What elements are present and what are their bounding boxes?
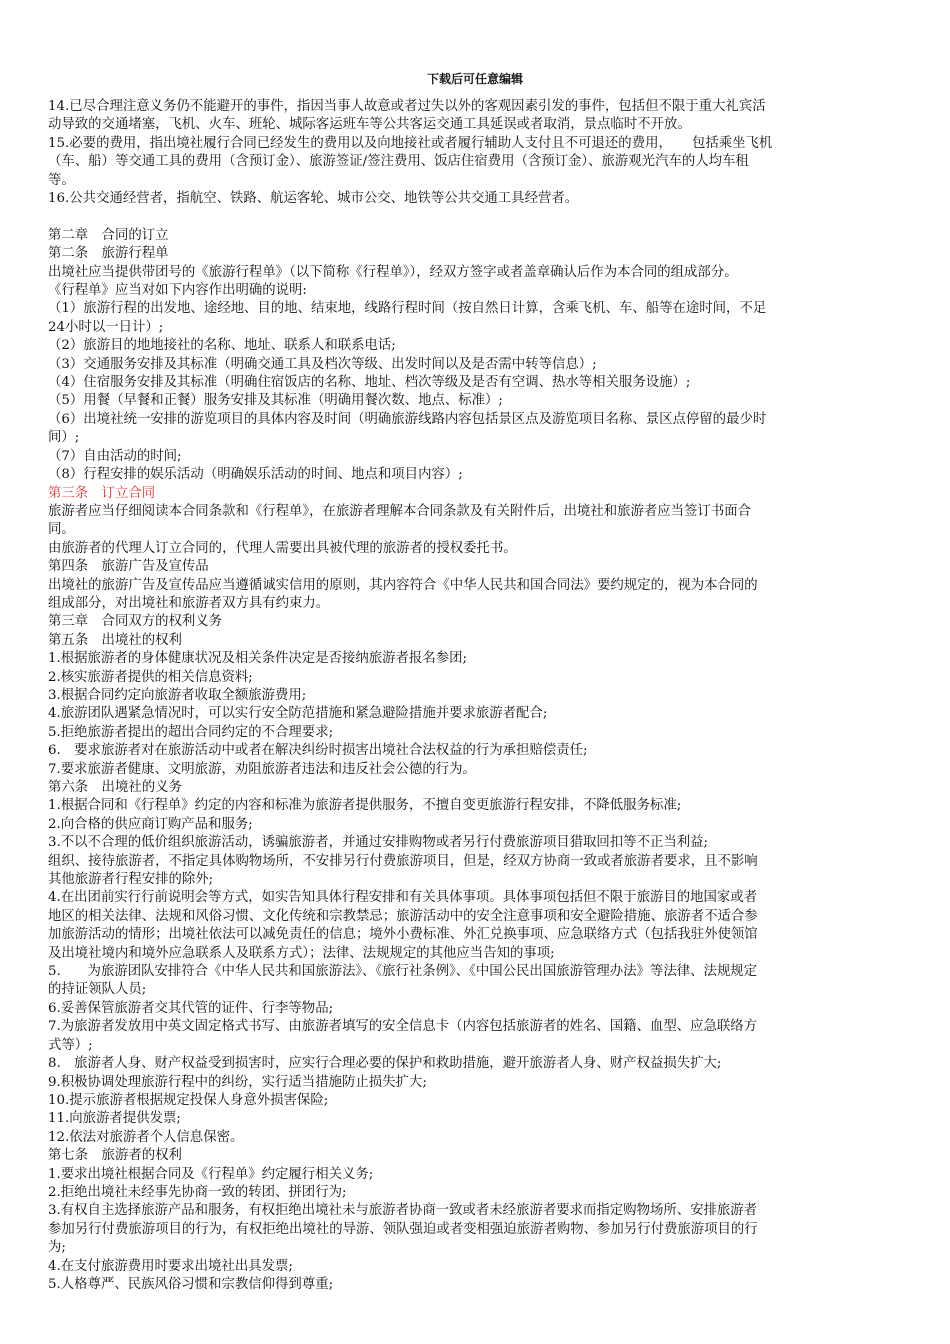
text-line: 16.公共交通经营者，指航空、铁路、航运客轮、城市公交、地铁等公共交通工具经营者。 — [48, 191, 579, 207]
text-line: 15.必要的费用，指出境社履行合同已经发生的费用以及向地接社或者履行辅助人支付且不可退还的费用， 包括乘坐飞机 — [48, 135, 773, 151]
text-line: 出境社的旅游广告及宣传品应当遵循诚实信用的原则，其内容符合《中华人民共和国合同法》要约规定的，视为本合同的 — [48, 577, 758, 593]
text-line: 14.已尽合理注意义务仍不能避开的事件，指因当事人故意或者过失以外的客观因素引发的事件，包括但不限于重大礼宾活 — [48, 99, 766, 114]
text-line: 由旅游者的代理人订立合同的，代理人需要出具被代理的旅游者的授权委托书。 — [48, 540, 517, 556]
text-line: 第五条 出境社的权利 — [48, 632, 182, 648]
text-line: 第七条 旅游者的权利 — [48, 1148, 182, 1164]
text-line: 7.为旅游者发放用中英文固定格式书写、由旅游者填写的安全信息卡（内容包括旅游者的姓名、国籍、血型、应急联络方 — [48, 1019, 758, 1035]
text-line: （1）旅游行程的出发地、途经地、目的地、结束地，线路行程时间（按自然日计算，含乘飞机、车、船等在途时间，不足 — [48, 301, 767, 317]
text-line: 第二条 旅游行程单 — [48, 246, 169, 262]
text-line: 6.妥善保管旅游者交其代管的证件、行李等物品; — [48, 1000, 334, 1016]
text-line: 2.核实旅游者提供的相关信息资料; — [48, 669, 253, 685]
text-line: 参加另行付费旅游项目的行为，有权拒绝出境社的导游、领队强迫或者变相强迫旅游者购物、参加另行付费旅游项目的行 — [48, 1221, 758, 1237]
blank-line — [48, 208, 918, 226]
text-line: 9.积极协调处理旅游行程中的纠纷，实行适当措施防止损失扩大; — [48, 1074, 427, 1090]
text-line: 8. 旅游者人身、财产权益受到损害时，应实行合理必要的保护和救助措施，避开旅游者人身、财产权益损失扩大; — [48, 1056, 722, 1072]
text-line: 的持证领队人员; — [48, 982, 147, 998]
text-line: 同。 — [48, 522, 75, 538]
text-line: （6）出境社统一安排的游览项目的具体内容及时间（明确旅游线路内容包括景区点及游览项目名称、景区点停留的最少时 — [48, 411, 767, 427]
text-line: （3）交通服务安排及其标准（明确交通工具及档次等级、出发时间以及是否需中转等信息）; — [48, 356, 597, 372]
text-line: 10.提示旅游者根据规定投保人身意外损害保险; — [48, 1092, 329, 1108]
text-line: 组成部分，对出境社和旅游者双方具有约束力。 — [48, 595, 330, 611]
document-body — [48, 98, 918, 1294]
text-line: 5.拒绝旅游者提出的超出合同约定的不合理要求; — [48, 724, 334, 740]
text-line: 11.向旅游者提供发票; — [48, 1111, 181, 1127]
text-line: 2.向合格的供应商订购产品和服务; — [48, 816, 253, 832]
text-line: 5. 为旅游团队安排符合《中华人民共和国旅游法》、《旅行社条例》、《中国公民出国旅游管理办法》等法律、法规规定 — [48, 964, 758, 980]
text-line: （8）行程安排的娱乐活动（明确娱乐活动的时间、地点和项目内容）; — [48, 467, 463, 483]
text-line: 及出境社境内和境外应急联系人及联系方式）；法律、法规规定的其他应当告知的事项; — [48, 945, 555, 961]
text-line: 第六条 出境社的义务 — [48, 780, 182, 796]
text-line: 地区的相关法律、法规和风俗习惯、文化传统和宗教禁忌；旅游活动中的安全注意事项和安全避险措施、旅游者不适合参 — [48, 908, 758, 924]
text-line: 第四条 旅游广告及宣传品 — [48, 559, 209, 575]
text-line: 4.在出团前实行行前说明会等方式，如实告知具体行程安排和有关具体事项。具体事项包括但不限于旅游目的地国家或者 — [48, 890, 758, 906]
text-line: 动导致的交通堵塞，飞机、火车、班轮、城际客运班车等公共客运交通工具延误或者取消，景点临时不开放。 — [48, 117, 691, 133]
text-line: （车、船）等交通工具的费用（含预订金）、旅游签证/签注费用、饭店住宿费用（含预订金）、旅游观光汽车的人均车租 — [48, 154, 749, 170]
text-line: （2）旅游目的地地接社的名称、地址、联系人和联系电话; — [48, 338, 396, 354]
text-line: 3.根据合同约定向旅游者收取全额旅游费用; — [48, 687, 307, 703]
text-line: 1.根据旅游者的身体健康状况及相关条件决定是否接纳旅游者报名参团; — [48, 651, 468, 667]
text-line: 加旅游活动的情形；出境社依法可以减免责任的信息；境外小费标准、外汇兑换事项、应急联络方式（包括我驻外使领馆 — [48, 927, 758, 943]
text-line: 2.拒绝出境社未经事先协商一致的转团、拼团行为; — [48, 1184, 347, 1200]
text-line: 组织、接待旅游者，不指定具体购物场所，不安排另行付费旅游项目，但是，经双方协商一致或者旅游者要求，且不影响 — [48, 853, 758, 869]
text-line: （5）用餐（早餐和正餐）服务安排及其标准（明确用餐次数、地点、标准）; — [48, 393, 503, 409]
text-line: 12.依法对旅游者个人信息保密。 — [48, 1129, 244, 1145]
text-line: 间）; — [48, 430, 80, 446]
text-line: 24小时以一日计）; — [48, 319, 164, 335]
text-line: 4.在支付旅游费用时要求出境社出具发票; — [48, 1258, 293, 1274]
text-line: 6. 要求旅游者对在旅游活动中或者在解决纠纷时损害出境社合法权益的行为承担赔偿责任; — [48, 743, 588, 759]
text-line: 为; — [48, 1240, 66, 1256]
text-line: 《行程单》应当对如下内容作出明确的说明: — [48, 283, 307, 299]
text-line: 出境社应当提供带团号的《旅游行程单》（以下简称《行程单》），经双方签字或者盖章确认后作为本合同的组成部分。 — [48, 264, 738, 280]
highlighted-article-heading: 第三条 订立合同 — [48, 485, 156, 501]
text-line: 3.有权自主选择旅游产品和服务，有权拒绝出境社未与旅游者协商一致或者未经旅游者要求而指定购物场所、安排旅游者 — [48, 1203, 758, 1219]
text-line: （4）住宿服务安排及其标准（明确住宿饭店的名称、地址、档次等级及是否有空调、热水等相关服务设施）; — [48, 375, 691, 391]
page-header: 下载后可任意编辑 — [426, 72, 523, 86]
text-line: 3.不以不合理的低价组织旅游活动，诱骗旅游者，并通过安排购物或者另行付费旅游项目猎取回扣等不正当利益; — [48, 835, 709, 851]
text-line: 等。 — [48, 172, 75, 188]
text-line: 其他旅游者行程安排的除外; — [48, 872, 214, 888]
text-line: 1.根据合同和《行程单》约定的内容和标准为旅游者提供服务，不擅自变更旅游行程安排，不降低服务标准; — [48, 798, 682, 814]
text-line: 1.要求出境社根据合同及《行程单》约定履行相关义务; — [48, 1166, 374, 1182]
text-line: 第二章 合同的订立 — [48, 227, 169, 243]
text-line: 第三章 合同双方的权利义务 — [48, 614, 223, 630]
text-line: 5.人格尊严、民族风俗习惯和宗教信仰得到尊重; — [48, 1276, 334, 1292]
text-line: 式等）; — [48, 1037, 93, 1053]
text-line: 旅游者应当仔细阅读本合同条款和《行程单》，在旅游者理解本合同条款及有关附件后，出境社和旅游者应当签订书面合 — [48, 503, 751, 519]
text-line: （7）自由活动的时间; — [48, 448, 182, 464]
text-line: 7.要求旅游者健康、文明旅游，劝阻旅游者违法和违反社会公德的行为。 — [48, 761, 476, 777]
text-line: 4.旅游团队遇紧急情况时，可以实行安全防范措施和紧急避险措施并要求旅游者配合; — [48, 706, 548, 722]
